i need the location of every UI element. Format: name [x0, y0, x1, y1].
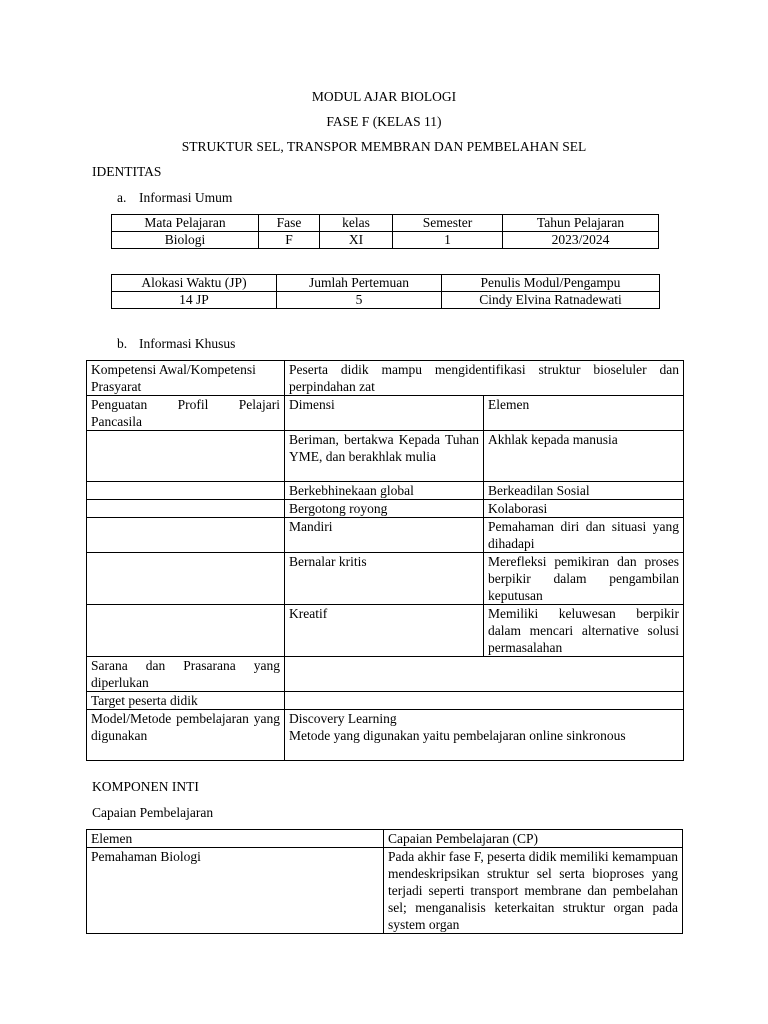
value-mata-pelajaran: Biologi: [112, 232, 259, 249]
cp-capaian-value: Pada akhir fase F, peserta didik memiliki kemampuan mendeskripsikan struktur sel serta bioproses yang terjadi seperti transport membrane dan pembelahan sel; menganalisis keterkaitan struktur organ pada system organ: [384, 848, 683, 934]
dimensi-kreatif: Kreatif: [285, 605, 484, 657]
table-row: [87, 553, 684, 605]
info-umum-heading: Informasi Umum: [139, 190, 233, 205]
sarana-label: Sarana dan Prasarana yang diperlukan: [87, 657, 285, 692]
table-row: [87, 431, 684, 482]
header-kelas: kelas: [320, 215, 393, 232]
dimensi-header: Dimensi: [285, 396, 484, 431]
model-value-secondary: Metode yang digunakan yaitu pembelajaran online sinkronous: [289, 728, 626, 743]
phase-title: FASE F (KELAS 11): [326, 114, 442, 129]
table-row: [112, 232, 659, 249]
model-value-primary: Discovery Learning: [289, 711, 397, 726]
empty-cell: [87, 553, 285, 605]
topic-title: STRUKTUR SEL, TRANSPOR MEMBRAN DAN PEMBELAHAN SEL: [181, 139, 587, 154]
table-row: [87, 848, 683, 934]
list-marker-a: a.: [117, 190, 127, 205]
table-row: [87, 830, 683, 848]
komponen-inti-heading: KOMPONEN INTI: [92, 779, 199, 794]
table-row: [87, 657, 684, 692]
cp-elemen-value: Pemahaman Biologi: [87, 848, 384, 934]
target-label: Target peserta didik: [87, 692, 285, 710]
dimensi-beriman: Beriman, bertakwa Kepada Tuhan YME, dan berakhlak mulia: [285, 431, 484, 482]
value-kelas: XI: [320, 232, 393, 249]
table-row: [87, 482, 684, 500]
alokasi-table: [111, 274, 660, 309]
value-jumlah-pertemuan: 5: [277, 292, 442, 309]
elemen-akhlak: Akhlak kepada manusia: [484, 431, 684, 482]
value-alokasi-waktu: 14 JP: [112, 292, 277, 309]
cp-header-elemen: Elemen: [87, 830, 384, 848]
kompetensi-value: Peserta didik mampu mengidentifikasi struktur bioseluler dan perpindahan zat: [285, 361, 684, 396]
header-semester: Semester: [393, 215, 503, 232]
info-khusus-heading: Informasi Khusus: [139, 336, 236, 351]
empty-cell: [87, 500, 285, 518]
elemen-header: Elemen: [484, 396, 684, 431]
table-row: [112, 215, 659, 232]
info-umum-table: [111, 214, 659, 249]
header-mata-pelajaran: Mata Pelajaran: [112, 215, 259, 232]
capaian-table: [86, 829, 683, 934]
table-row: [87, 605, 684, 657]
table-row: [87, 396, 684, 431]
profil-pancasila-label: Penguatan Profil Pelajari Pancasila: [87, 396, 285, 431]
value-penulis-modul: Cindy Elvina Ratnadewati: [442, 292, 660, 309]
header-penulis-modul: Penulis Modul/Pengampu: [442, 275, 660, 292]
dimensi-gotong-royong: Bergotong royong: [285, 500, 484, 518]
elemen-keluwesan: Memiliki keluwesan berpikir dalam mencari alternative solusi permasalahan: [484, 605, 684, 657]
header-tahun-pelajaran: Tahun Pelajaran: [503, 215, 659, 232]
table-row: [112, 275, 660, 292]
table-row: [112, 292, 660, 309]
kompetensi-label: Kompetensi Awal/Kompetensi Prasyarat: [87, 361, 285, 396]
empty-cell: [87, 605, 285, 657]
elemen-berkeadilan: Berkeadilan Sosial: [484, 482, 684, 500]
identitas-heading: IDENTITAS: [92, 164, 162, 179]
table-row: [87, 361, 684, 396]
sarana-value: [285, 657, 684, 692]
elemen-kolaborasi: Kolaborasi: [484, 500, 684, 518]
header-alokasi-waktu: Alokasi Waktu (JP): [112, 275, 277, 292]
value-semester: 1: [393, 232, 503, 249]
dimensi-berkebhinekaan: Berkebhinekaan global: [285, 482, 484, 500]
empty-cell: [87, 518, 285, 553]
elemen-pemahaman-diri: Pemahaman diri dan situasi yang dihadapi: [484, 518, 684, 553]
empty-cell: [87, 431, 285, 482]
header-fase: Fase: [259, 215, 320, 232]
elemen-merefleksi: Merefleksi pemikiran dan proses berpikir dalam pengambilan keputusan: [484, 553, 684, 605]
info-khusus-table: [86, 360, 684, 761]
table-row: [87, 500, 684, 518]
cp-header-capaian: Capaian Pembelajaran (CP): [384, 830, 683, 848]
value-tahun-pelajaran: 2023/2024: [503, 232, 659, 249]
empty-cell: [87, 482, 285, 500]
dimensi-mandiri: Mandiri: [285, 518, 484, 553]
table-row: [87, 710, 684, 761]
capaian-heading: Capaian Pembelajaran: [92, 805, 214, 820]
table-row: [87, 692, 684, 710]
value-fase: F: [259, 232, 320, 249]
target-value: [285, 692, 684, 710]
table-row: [87, 518, 684, 553]
list-marker-b: b.: [117, 336, 128, 351]
model-value-cell: [285, 710, 684, 761]
dimensi-bernalar-kritis: Bernalar kritis: [285, 553, 484, 605]
module-title: MODUL AJAR BIOLOGI: [311, 89, 457, 104]
model-label: Model/Metode pembelajaran yang digunakan: [87, 710, 285, 761]
header-jumlah-pertemuan: Jumlah Pertemuan: [277, 275, 442, 292]
